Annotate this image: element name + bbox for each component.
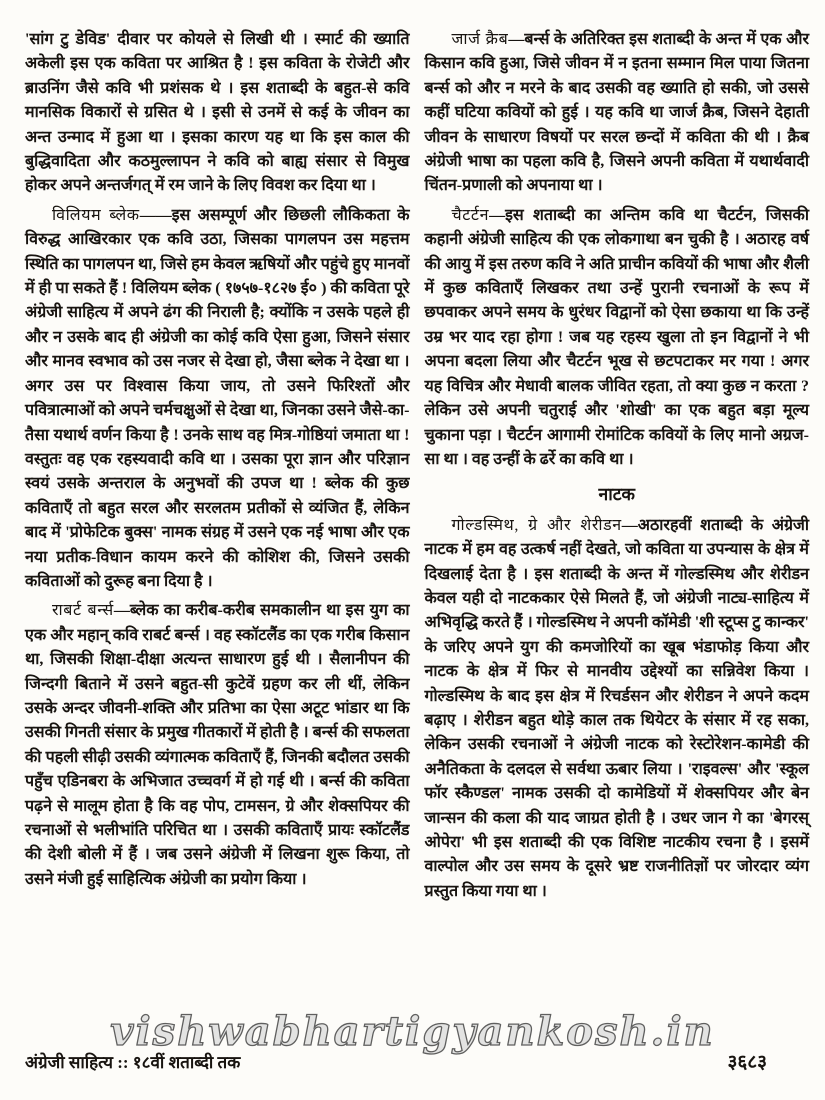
site-watermark: vishwabhartigyankosh.in (110, 1008, 715, 1055)
paragraph-text: अठारहवीं शताब्दी के अंग्रेजी नाटक में हम वह उत्कर्ष नहीं देखते, जो कविता या उपन्यास के क्षेत्र में दिखलाई देता है । इस शताब्दी के अन्त में गोल्डस्मिथ और शेरीडन केवल यही दो नाटककार ऐसे मिलते हैं, जो अंग्रेजी नाट्य-साहित्य में अभिवृद्धि करते हैं । गोल्डस्मिथ ने अपनी कॉमेडी 'शी स्टूप्स टु कान्कर' के जरिए अपने युग की कमजोरियों का खूब भंडाफोड़ किया और नाटक के क्षेत्र में फिर से मानवीय उद्देश्यों का सन्निवेश किया । गोल्डस्मिथ के बाद इस क्षेत्र में रिचर्डसन और शेरीडन ने अपने कदम बढ़ाए । शेरीडन बहुत थोड़े काल तक थियेटर के संसार में रह सका, लेकिन उसकी रचनाओं ने अंग्रेजी नाटक को रेस्टोरेशन-कामेडी की अनैतिकता के दलदल से सर्वथा ऊबार लिया । 'राइवल्स' और 'स्कूल फॉर स्कैण्डल' नामक उसकी दो कामेडियों में शेक्सपियर और बेन जान्सन की कला की याद जाग्रत होती है । उधर जान गे का 'बेगरस् ओपेरा' भी इस शताब्दी की एक विशिष्ट नाटकीय रचना है । इसमें वाल्पोल और उस समय के दूसरे भ्रष्ट राजनीतिज्ञों पर जोरदार व्यंग प्रस्तुत किया गया था । (424, 516, 809, 900)
page-number: ३६८३ (727, 1052, 767, 1073)
paragraph-george-crabbe (425, 28, 810, 199)
paragraph-lead-name: चैटर्टन (451, 206, 490, 224)
lead-dash: — (508, 31, 525, 48)
paragraph-william-blake (25, 204, 410, 595)
left-column (25, 28, 410, 909)
paragraph-lead-name: विलियम ब्लेक (52, 206, 140, 224)
paragraph-chatterton (425, 204, 810, 472)
paragraph-text: 'सांग टु डेविड' दीवार पर कोयले से लिखी थी । स्मार्ट की ख्याति अकेली इस एक कविता पर आश्रित है ! इस कविता के रोजेटी और ब्राउनिंग जैसे कवि भी प्रशंसक थे । इस शताब्दी के बहुत-से कवि मानसिक विकारों से ग्रसित थे । इसी से उनमें से कई के जीवन का अन्त उन्माद में हुआ था । इसका कारण यह था कि इस काल की बुद्धिवादिता और कठमुल्लापन ने कवि को बाह्य संसार से विमुख होकर अपने अन्तर्जगत् में रम जाने के लिए विवश कर दिया था । (25, 31, 410, 195)
lead-dash: —— (139, 206, 172, 224)
paragraph-lead-name: राबर्ट बर्न्स (52, 602, 114, 620)
right-column (425, 28, 810, 909)
page-footer (25, 1048, 795, 1074)
paragraph-robert-burns (25, 599, 410, 892)
paragraph-text: ब्लेक का करीब-करीब समकालीन था इस युग का एक और महान् कवि राबर्ट बर्न्स । वह स्कॉटलैंड का एक गरीब किसान था, जिसकी शिक्षा-दीक्षा अत्यन्त साधारण हुई थी । सैलानीपन की जिन्दगी बिताने में उसने बहुत-सी कुटेवें ग्रहण कर ली थीं, लेकिन उसके अन्दर जीवनी-शक्ति और प्रतिभा का ऐसा अटूट भांडार था कि उसकी गिनती संसार के प्रमुख गीतकारों में होती है । बर्न्स की सफलता की पहली सीढ़ी उसकी व्यंगात्मक कविताएँ हैं, जिनकी बदौलत उसकी पहुँच एडिनबरा के अभिजात उच्चवर्ग में हो गई थी । बर्न्स की कविता पढ़ने से मालूम होता है कि वह पोप, टामसन, ग्रे और शेक्सपियर की रचनाओं से भलीभांति परिचित था । उसकी कविताएँ प्रायः स्कॉटलैंड की देशी बोली में हैं । जब उसने अंग्रेजी में लिखना शुरू किया, तो उसने मंजी हुई साहित्यिक अंग्रेजी का प्रयोग किया । (25, 602, 410, 888)
running-title: अंग्रेजी साहित्य :: १८वीं शताब्दी तक (25, 1053, 241, 1072)
paragraph-text: इस असम्पूर्ण और छिछली लौकिकता के विरुद्ध आखिरकार एक कवि उठा, जिसका पागलपन उस महत्तम स्थिति का पागलपन था, जिसे हम केवल ऋषियों और पहुंचे हुए मानवों में ही पा सकते हैं ! विलियम ब्लेक ( १७५७-१८२७ ई० ) की कविता पूरे अंग्रेजी साहित्य में अपने ढंग की निराली है; क्योंकि न उसके पहले ही और न उसके बाद ही अंग्रेजी का कोई कवि ऐसा हुआ, जिसने संसार और मानव स्वभाव को उस नजर से देखा हो, जैसा ब्लेक ने देखा था । अगर उस पर विश्वास किया जाय, तो उसने फिरिश्तों और पवित्रात्माओं को अपने चर्मचक्षुओं से देखा था, जिनका उसने जैसे-का-तैसा यथार्थ वर्णन किया है ! उनके साथ वह मित्र-गोष्ठियां जमाता था ! वस्तुतः वह एक रहस्यवादी कवि था । उसका पूरा ज्ञान और परिज्ञान स्वयं उसके अन्तराल के अनुभवों की उपज था ! ब्लेक की कुछ कविताएँ तो बहुत सरल और सरलतम प्रतीकों से व्यंजित हैं, लेकिन बाद में 'प्रोफेटिक बुक्स' नामक संग्रह में उसने एक नई भाषा और एक नया प्रतीक-विधान कायम करने की कोशिश की, जिसने उसकी कविताओं को दुरूह बना दिया है । (25, 206, 410, 590)
lead-dash: — (621, 516, 638, 534)
lead-dash: — (489, 206, 506, 224)
paragraph-text: बर्न्स के अतिरिक्त इस शताब्दी के अन्त में एक और किसान कवि हुआ, जिसे जीवन में न इतना सम्मान मिल पाया जितना बर्न्स को और न मरने के बाद उसकी वह ख्याति हो सकी, जो उससे कहीं घटिया कवियों को हुई । यह कवि था जार्ज क्रैब, जिसने देहाती जीवन के साधारण विषयों पर सरल छन्दों में कविता की थी । क्रैब अंग्रेजी भाषा का पहला कवि है, जिसने अपनी कविता में यथार्थवादी चिंतन-प्रणाली को अपनाया था । (424, 31, 809, 195)
lead-dash: — (113, 602, 130, 620)
paragraph-lead-name: जार्ज क्रैब (451, 31, 509, 48)
section-heading-natak: नाटक (598, 484, 635, 505)
two-column-text-block (25, 28, 809, 909)
paragraph-lead-name: गोल्डस्मिथ, ग्रे और शेरीडन (451, 516, 622, 534)
paragraph-goldsmith-gray-sheridan (425, 514, 810, 905)
paragraph-continuation (25, 28, 410, 199)
book-page (25, 28, 809, 909)
paragraph-text: इस शताब्दी का अन्तिम कवि था चैटर्टन, जिसकी कहानी अंग्रेजी साहित्य की एक लोकगाथा बन चुकी है । अठारह वर्ष की आयु में इस तरुण कवि ने अति प्राचीन कवियों की भाषा और शैली में कुछ कविताएँ लिखकर तथा उन्हें पुरानी रचनाओं के रूप में छपवाकर अपने समय के धुरंधर विद्वानों को ऐसा छकाया था कि उन्हें उम्र भर याद रहा होगा ! जब यह रहस्य खुला तो इन विद्वानों ने भी अपना बदला लिया और चैटर्टन भूख से छटपटाकर मर गया ! अगर यह विचित्र और मेधावी बालक जीवित रहता, तो क्या कुछ न करता ? लेकिन उसे अपनी चतुराई और 'शोखी' का एक बहुत बड़ा मूल्य चुकाना पड़ा । चैटर्टन आगामी रोमांटिक कवियों के लिए मानो अग्रज-सा था । वह उन्हीं के ढर्रे का कवि था । (424, 206, 809, 468)
